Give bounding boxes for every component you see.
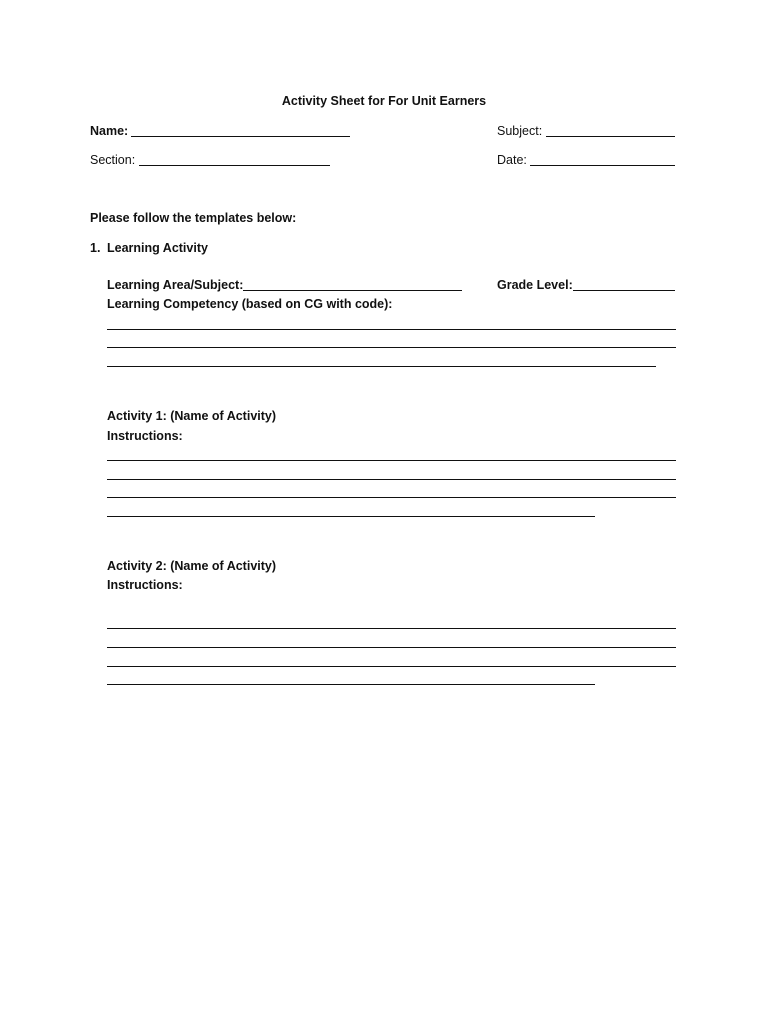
learning-area-blank[interactable]	[243, 290, 462, 291]
date-blank[interactable]	[530, 165, 675, 166]
subject-blank[interactable]	[546, 136, 675, 137]
activity-2-line[interactable]	[107, 684, 595, 685]
section-blank[interactable]	[139, 165, 330, 166]
activity-2-line[interactable]	[107, 628, 676, 629]
competency-label: Learning Competency (based on CG with code):	[107, 297, 393, 311]
name-blank[interactable]	[131, 136, 350, 137]
activity-1-instructions-label: Instructions:	[107, 429, 183, 443]
subject-label: Subject:	[497, 124, 543, 138]
activity-2-line[interactable]	[107, 666, 676, 667]
competency-line[interactable]	[107, 329, 676, 330]
activity-1-line[interactable]	[107, 460, 676, 461]
name-label: Name:	[90, 124, 129, 138]
competency-line[interactable]	[107, 347, 676, 348]
activity-2-title: Activity 2: (Name of Activity)	[107, 559, 277, 573]
grade-level-blank[interactable]	[573, 290, 675, 291]
activity-1-title: Activity 1: (Name of Activity)	[107, 409, 277, 423]
instruction-text: Please follow the templates below:	[90, 211, 297, 225]
grade-level-label: Grade Level:	[497, 278, 573, 292]
date-label: Date:	[497, 153, 527, 167]
activity-1-line[interactable]	[107, 497, 676, 498]
section-label: Section:	[90, 153, 136, 167]
activity-2-instructions-label: Instructions:	[107, 578, 183, 592]
activity-1-line[interactable]	[107, 479, 676, 480]
section-heading: Learning Activity	[107, 241, 208, 255]
activity-1-line[interactable]	[107, 516, 595, 517]
section-number: 1.	[90, 241, 101, 255]
competency-line[interactable]	[107, 366, 656, 367]
document-title: Activity Sheet for For Unit Earners	[281, 94, 487, 108]
learning-area-label: Learning Area/Subject:	[107, 278, 244, 292]
activity-2-line[interactable]	[107, 647, 676, 648]
